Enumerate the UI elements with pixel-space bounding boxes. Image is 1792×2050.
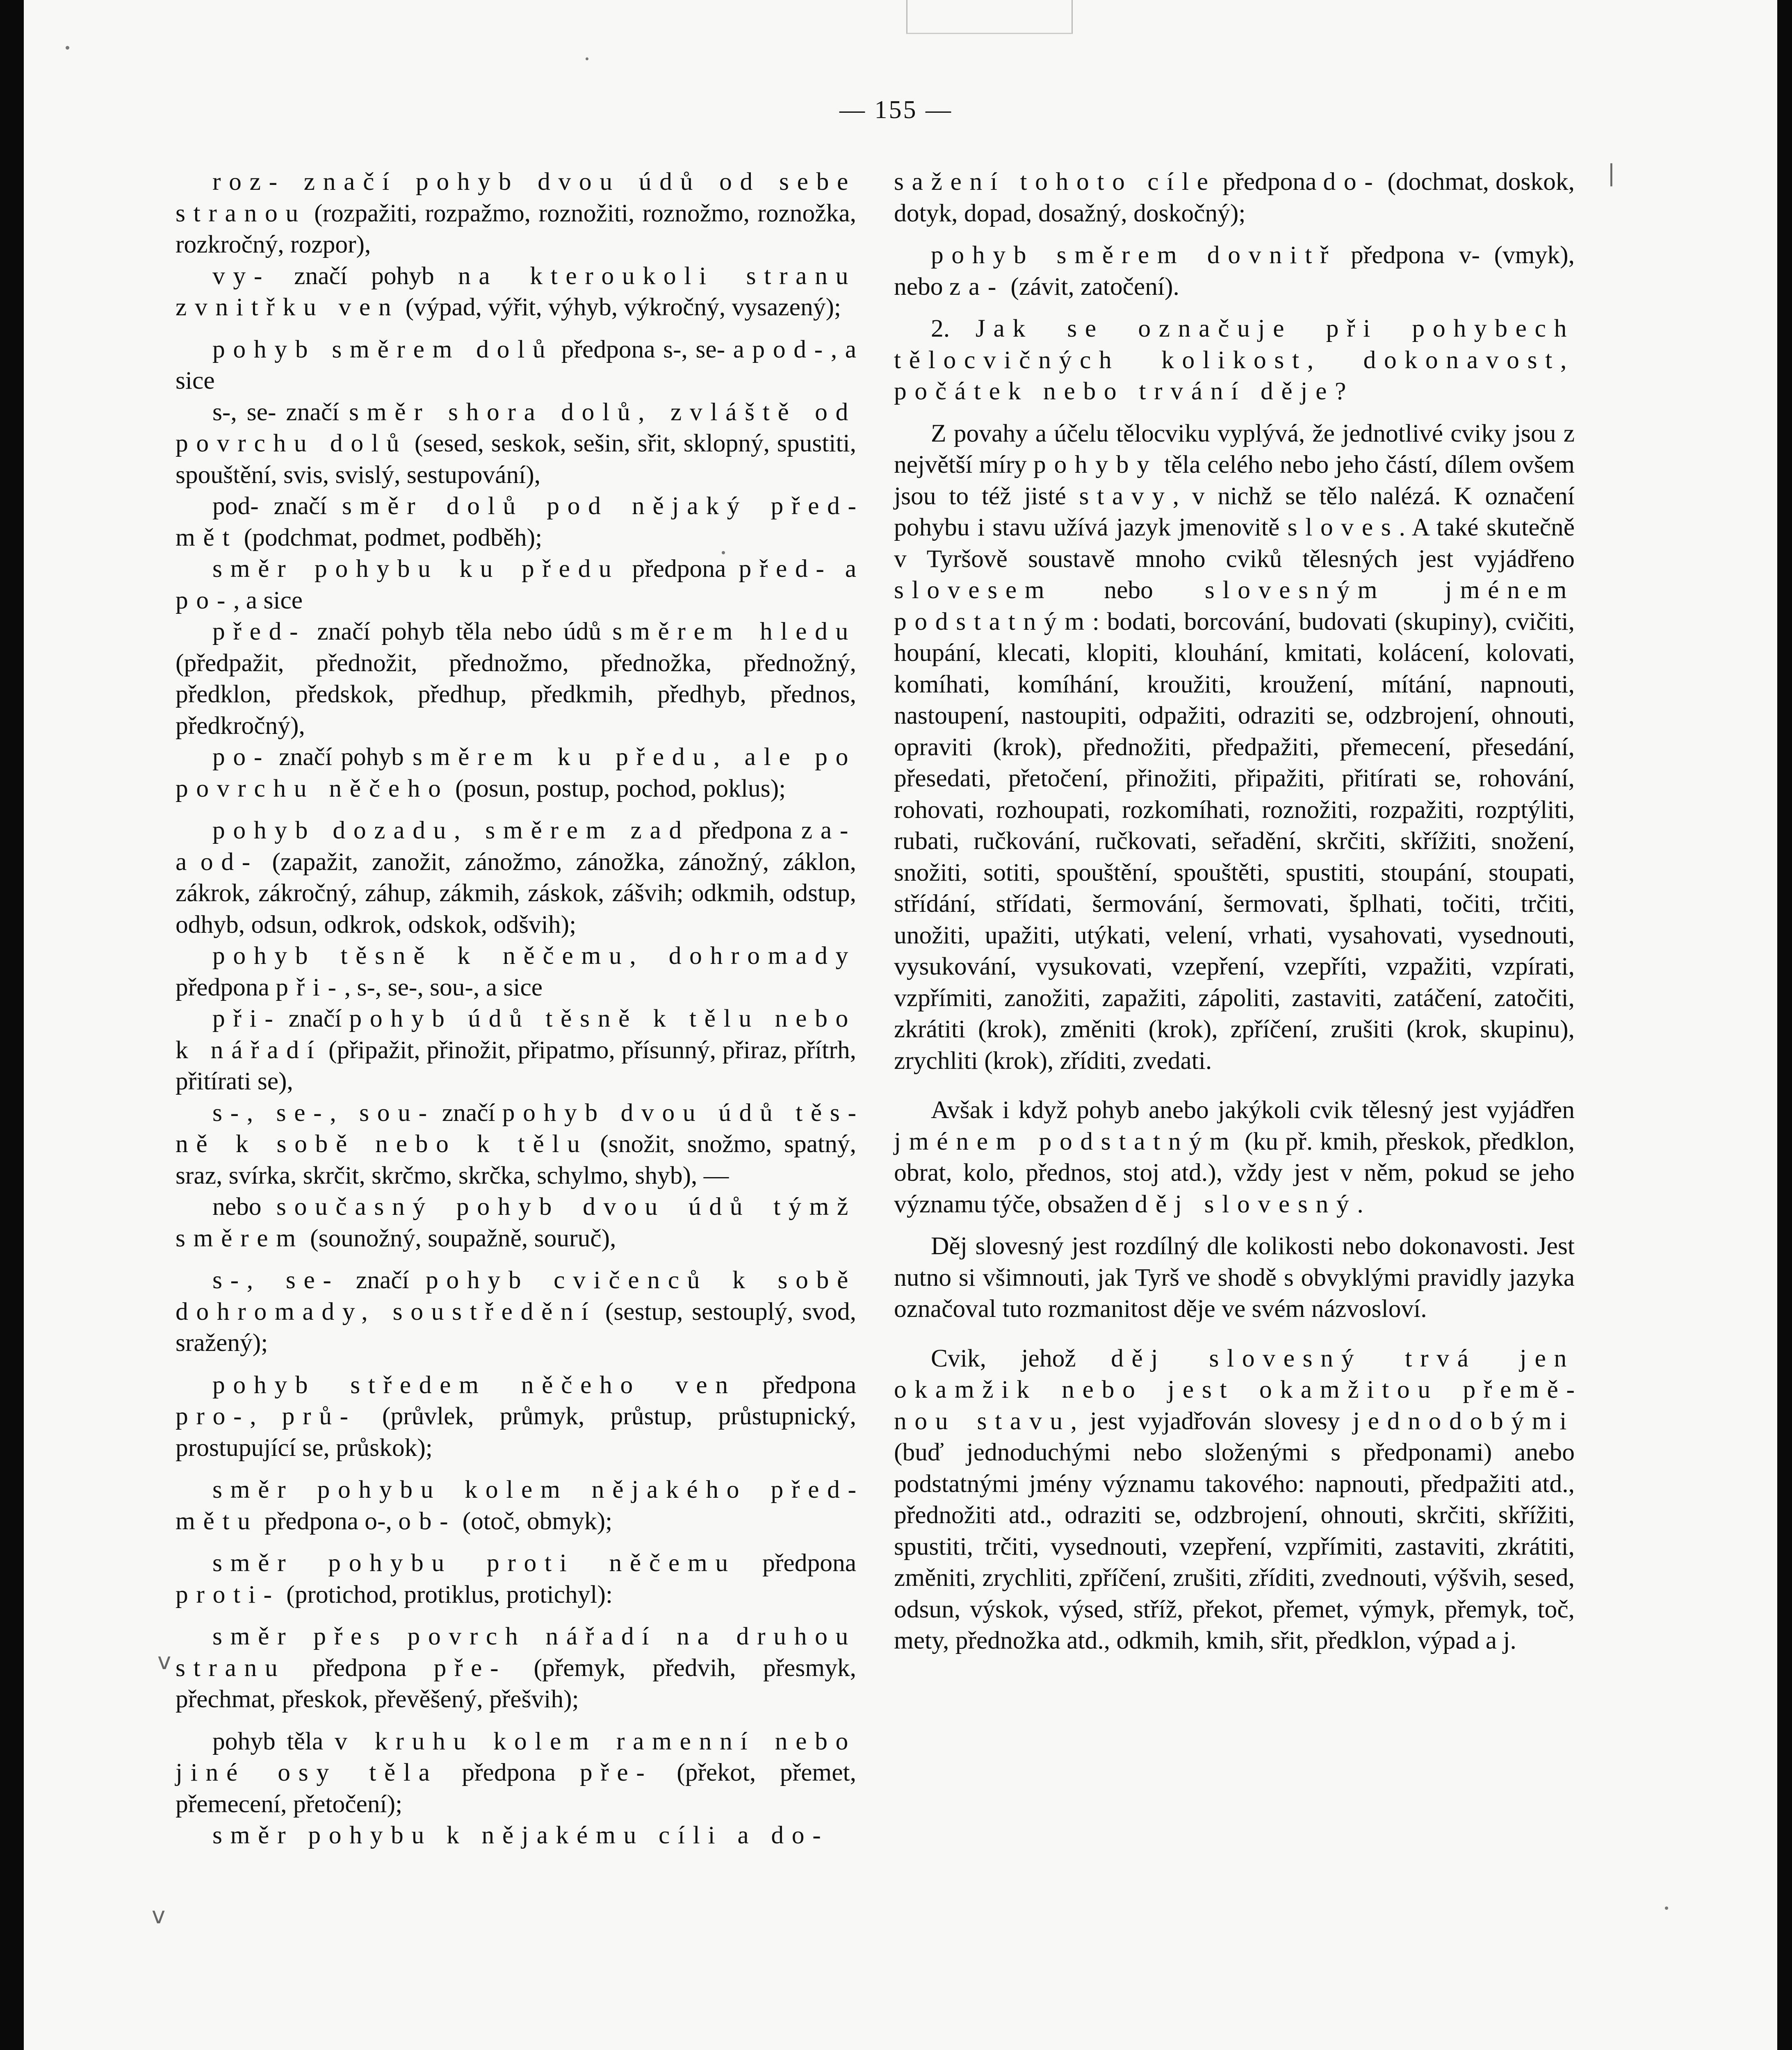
body-text: předpona	[438, 1758, 580, 1786]
body-text: (ku př. kmih, přeskok, předklon, obrat, kolo, přednos, stoj atd.), vždy jest v něm, pokud se jeho významu týče, obsažen	[894, 1127, 1575, 1218]
emphasized-text: pohyb středem něčeho ven	[212, 1371, 736, 1399]
emphasized-text: sažení tohoto cíle	[894, 168, 1216, 196]
scan-top-mark	[906, 0, 1073, 34]
emphasized-text: směr dolů pod nějaký předmět	[176, 492, 856, 551]
emphasized-text: jménem podstatným	[894, 1127, 1238, 1155]
emphasized-text: směrem hledu	[612, 617, 856, 645]
body-text: předpona	[285, 1654, 434, 1682]
emphasized-text: směr pohybu ku předu	[212, 555, 620, 583]
emphasized-text: slovesem	[894, 576, 1053, 604]
emphasized-text: současný pohyb dvou údů týmž směrem	[176, 1193, 856, 1252]
body-text: (posun, postup, pochod, poklus);	[449, 774, 786, 802]
left-column-paragraph	[176, 1820, 856, 1851]
scan-speck	[1665, 1906, 1668, 1910]
body-text: Děj slovesný jest rozdílný dle kolikosti nebo dokonavosti. Jest nutno si všimnouti, jak Tyrš ve shodě s obvyklými pravidly jazyka označoval tuto rozmanitost děje ve svém názvosloví.	[894, 1232, 1575, 1323]
emphasized-text: stavy	[1079, 482, 1173, 510]
left-column-paragraph	[176, 334, 856, 396]
body-text: (buď jednoduchými nebo složenými s předponami) anebo podstatnými jmény významu takového: napnouti, předpažiti atd., přednožiti atd., odraziti se, odzbrojení, ohnouti, skrčiti, skřížiti, spustiti, trčiti, vysednouti, vzepření, vzpřímiti, zastaviti, zkrátiti, změniti, zrychliti, zpříčení, zrušiti, zříditi, zvednouti, výšvih, sesed, odsun, výskok, výsed, stříž, překot, přemet, výmyk, přemyk, toč, mety, přednožka atd., odkmih, kmih, sřit, předklon, výpad a j.	[894, 1438, 1575, 1654]
emphasized-text: před-	[212, 617, 306, 645]
emphasized-text: s-, se-	[212, 1266, 340, 1294]
margin-pencil-mark: ⅴ	[157, 1648, 171, 1675]
left-column-paragraph	[176, 1003, 856, 1097]
left-column-paragraph	[176, 1726, 856, 1820]
body-text: pohyb těla	[212, 1727, 335, 1755]
emphasized-text: vy-	[212, 262, 271, 290]
emphasized-text: pohyb cvičenců k sobě dohromady, soustředění	[176, 1266, 856, 1326]
body-text: , a sice	[176, 335, 857, 394]
scan-speck	[66, 46, 69, 50]
emphasized-text: slovesným jménem podstatným	[894, 576, 1575, 636]
body-text: (dochmat, doskok, dotyk, dopad, dosažný, doskočný);	[894, 168, 1575, 227]
emphasized-text: ob-	[398, 1507, 456, 1535]
body-text: (závit, zatočení).	[1004, 272, 1179, 301]
right-column-paragraph	[894, 1343, 1575, 1656]
emphasized-text: pohyby	[1033, 451, 1158, 478]
scan-speck	[586, 57, 588, 60]
body-text: a	[176, 847, 201, 876]
emphasized-text: za-	[801, 816, 857, 844]
emphasized-text: dvou údů od sebe stranou	[176, 168, 856, 227]
left-column-paragraph	[176, 1097, 856, 1191]
body-text: těla celého nebo jeho částí, dílem ovšem jsou to též jisté	[894, 451, 1575, 510]
emphasized-text: pro-	[176, 1402, 250, 1430]
emphasized-text: pohyb dozadu, směrem zad	[212, 816, 690, 844]
left-text-column	[176, 166, 856, 1851]
body-text: s-, se- značí	[212, 398, 349, 426]
emphasized-text: za-	[949, 272, 1005, 301]
body-text: (přemyk, předvih, přesmyk, přechmat, přeskok, převěšený, přešvih);	[176, 1654, 856, 1713]
emphasized-text: pohyb dvou údů těsně k sobě nebo k tělu	[176, 1098, 856, 1158]
body-text: předpona s-, se- a	[553, 335, 752, 363]
body-text: (připažit, přinožit, připatmo, přísunný, přiraz, přítrh, přitírati se),	[176, 1036, 856, 1095]
left-column-paragraph	[176, 260, 856, 323]
body-text: (předpažit, přednožit, přednožmo, přednožka, přednožný, předklon, předskok, předhup, předkmih, předhyb, přednos, předkročný),	[176, 649, 856, 740]
right-column-paragraph	[894, 239, 1575, 302]
emphasized-text: při-	[212, 1004, 281, 1032]
body-text: Avšak i když pohyb anebo jakýkoli cvik tělesný jest vyjádřen	[931, 1096, 1575, 1124]
body-text: (sestup, sestouplý, svod, sražený);	[176, 1297, 857, 1357]
left-column-paragraph	[176, 616, 856, 741]
body-text: Cvik, jehož	[931, 1344, 1111, 1372]
emphasized-text: děj slovesný trvá jen okamžik nebo jest okamžitou přeměnou stavu	[894, 1344, 1575, 1435]
left-column-paragraph	[176, 1191, 856, 1254]
body-text: předpona	[736, 1549, 857, 1577]
right-column-paragraph	[894, 1230, 1575, 1325]
body-text: : bodati, borcování, budovati (skupiny), cvičiti, houpání, klecati, klopiti, klouhání, kmitati, kolácení, kolovati, komíhati, komíhání, kroužiti, kroužení, mítání, napnouti, nastoupení, nastoupiti, odpažiti, odraziti se, odzbrojení, ohnouti, opraviti (krok), přednožiti, předpažiti, přemecení, přesedání, přesedati, přetočení, přinožiti, připažiti, přitírati se, rohování, rohovati, rozhoupati, rozkomíhati, roznožiti, rozpažiti, rozptýliti, rubati, ručkování, ručkovati, seřadění, skrčiti, skřížiti, snožení, snožiti, sotiti, spouštění, spouštěti, spustiti, stoupání, stoupati, střídání, střídati, šermování, šermovati, šplhati, točiti, trčiti, unožiti, upažiti, utýkati, velení, vrhati, vysahovati, vysednouti, vysukování, vysukovati, vzepření, vzepříti, vzpažiti, vzpírati, vzpřímiti, zanožiti, zapažiti, zápoliti, zastaviti, zatáčení, zatočiti, zkrátiti (krok), změniti (krok), zpříčení, zrušiti (krok, skupinu), zrychliti (krok), zříditi, zvedati.	[894, 607, 1575, 1075]
emphasized-text: pře-	[433, 1654, 507, 1682]
emphasized-text: po-	[212, 743, 271, 771]
margin-pencil-mark: |	[1607, 160, 1615, 187]
emphasized-text: směrem ku předu, ale po povrchu něčeho	[176, 743, 857, 802]
right-text-column	[894, 166, 1575, 1656]
body-text: předpona	[176, 973, 276, 1001]
emphasized-text: pře-	[579, 1758, 653, 1786]
emphasized-text: směr shora dolů, zvláště od povrchu dolů	[176, 398, 856, 457]
body-text: 2.	[931, 314, 976, 342]
body-text: (výpad, výřit, výhyb, výkročný, vysazený);	[399, 293, 841, 321]
emphasized-text: jednodobými	[1352, 1407, 1575, 1435]
body-text: značí	[435, 1098, 502, 1127]
body-text: předpona	[619, 555, 739, 583]
emphasized-text: na kteroukoli stranu zvnitřku ven	[176, 262, 856, 321]
body-text: (protichod, protiklus, protichyl):	[280, 1580, 613, 1608]
body-text: , s-, se-, sou-, a sice	[344, 973, 543, 1001]
emphasized-text: proti-	[176, 1580, 280, 1608]
body-text: , a sice	[233, 586, 303, 614]
body-text: nebo	[212, 1193, 276, 1221]
emphasized-text: Jak se označuje při pohybech tělocvičných kolikost, dokonavost, počátek nebo trvání děje?	[894, 314, 1575, 405]
scan-edge-right	[1777, 0, 1792, 2050]
body-text: (rozpažiti, rozpažmo, roznožiti, roznožmo, roznožka, rozkročný, rozpor),	[176, 199, 856, 258]
body-text: značí pohyb	[270, 262, 458, 290]
body-text: (zapažit, zanožit, zánožmo, zánožka, zánožný, záklon, zákrok, zákročný, záhup, zákmih, záskok, zášvih; odkmih, odstup, odhyb, odsun, odkrok, odskok, odšvih);	[176, 847, 856, 938]
left-column-paragraph	[176, 1547, 856, 1610]
emphasized-text: pod-	[752, 335, 831, 363]
body-text: (průvlek, průmyk, průstup, průstupnický, prostupující se, průskok);	[176, 1402, 856, 1462]
body-text: předpona	[736, 1371, 857, 1399]
emphasized-text: při-	[276, 973, 344, 1001]
emphasized-text: směr pohybu k nějakému cíli a do-	[212, 1821, 829, 1849]
body-text: značí pohyb těla nebo údů	[306, 617, 613, 645]
left-column-paragraph	[176, 396, 856, 491]
left-column-paragraph	[176, 1474, 856, 1537]
emphasized-text: prů-	[282, 1402, 356, 1430]
emphasized-text: pohyb směrem dovnitř	[931, 241, 1337, 269]
emphasized-text: do-	[1323, 168, 1381, 196]
body-text: předpona	[689, 816, 801, 844]
body-text: (podchmat, podmet, podběh);	[237, 523, 543, 551]
emphasized-text: s-, se-, sou-	[212, 1098, 435, 1127]
left-column-paragraph	[176, 741, 856, 804]
scan-edge-left	[0, 0, 24, 2050]
body-text: .	[1357, 1190, 1363, 1218]
left-column-paragraph	[176, 553, 856, 616]
right-column-paragraph	[894, 418, 1575, 1077]
body-text: nebo	[1052, 576, 1205, 604]
emphasized-text: pohyb směrem dolů	[212, 335, 554, 363]
emphasized-text: v kruhu kolem ramenní nebo jiné osy těla	[176, 1727, 856, 1786]
body-text: předpona o-,	[258, 1507, 399, 1535]
body-text: , v nichž se tělo nalézá. K označení pohybu i stavu užívá jazyk jmenovitě	[894, 482, 1575, 541]
right-column-paragraph	[894, 313, 1575, 407]
emphasized-text: sloves	[1287, 513, 1399, 541]
emphasized-text: děj slovesný	[1135, 1190, 1357, 1218]
left-column-paragraph	[176, 940, 856, 1003]
body-text: předpona v- (vmyk), nebo	[894, 241, 1575, 301]
body-text: pod- značí	[212, 492, 342, 520]
left-column-paragraph	[176, 1621, 856, 1715]
right-column-paragraph	[894, 1094, 1575, 1220]
body-text: předpona	[1216, 168, 1323, 196]
emphasized-text: roz- značí pohyb	[212, 168, 538, 196]
body-text: (sesed, seskok, sešin, sřit, sklopný, spustiti, spouštění, svis, svislý, sestupování),	[176, 429, 856, 489]
left-column-paragraph	[176, 1264, 856, 1359]
body-text: ,	[250, 1402, 282, 1430]
body-text: (otoč, obmyk);	[456, 1507, 613, 1535]
emphasized-text: směr přes povrch nářadí na druhou stranu	[176, 1622, 856, 1682]
emphasized-text: od-	[200, 847, 258, 876]
right-column-paragraph	[894, 166, 1575, 229]
emphasized-text: pohyb těsně k něčemu, dohromady	[212, 942, 856, 970]
left-column-paragraph	[176, 490, 856, 553]
body-text: (sounožný, soupažně, souruč),	[303, 1224, 616, 1252]
left-column-paragraph	[176, 166, 856, 260]
body-text: . A také skutečně v Tyršově soustavě mnoho cviků tělesných jest vyjádřeno	[894, 513, 1575, 573]
body-text: (snožit, snožmo, spatný, sraz, svírka, skrčit, skrčmo, skrčka, schylmo, shyb), —	[176, 1130, 856, 1189]
emphasized-text: směr pohybu kolem nějakého předmětu	[176, 1476, 856, 1535]
emphasized-text: směr pohybu proti něčemu	[212, 1549, 736, 1577]
body-text: značí	[339, 1266, 426, 1294]
emphasized-text: pohyb údů těsně k tělu nebo k nářadí	[176, 1004, 856, 1064]
body-text: Z povahy a účelu tělocviku vyplývá, že jednotlivé cviky jsou z největší míry	[894, 419, 1575, 478]
emphasized-text: před-	[739, 555, 832, 583]
left-column-paragraph	[176, 815, 856, 940]
body-text: a	[832, 555, 856, 583]
body-text: , jest vyjadřován slovesy	[1070, 1407, 1353, 1435]
emphasized-text: po-	[176, 586, 234, 614]
body-text: značí	[281, 1004, 349, 1032]
body-text: (překot, přemet, přemecení, přetočení);	[176, 1758, 856, 1818]
body-text: značí pohyb	[270, 743, 413, 771]
left-column-paragraph	[176, 1369, 856, 1464]
margin-pencil-mark: ⅴ	[152, 1902, 166, 1929]
page-number: — 155 —	[839, 96, 953, 124]
